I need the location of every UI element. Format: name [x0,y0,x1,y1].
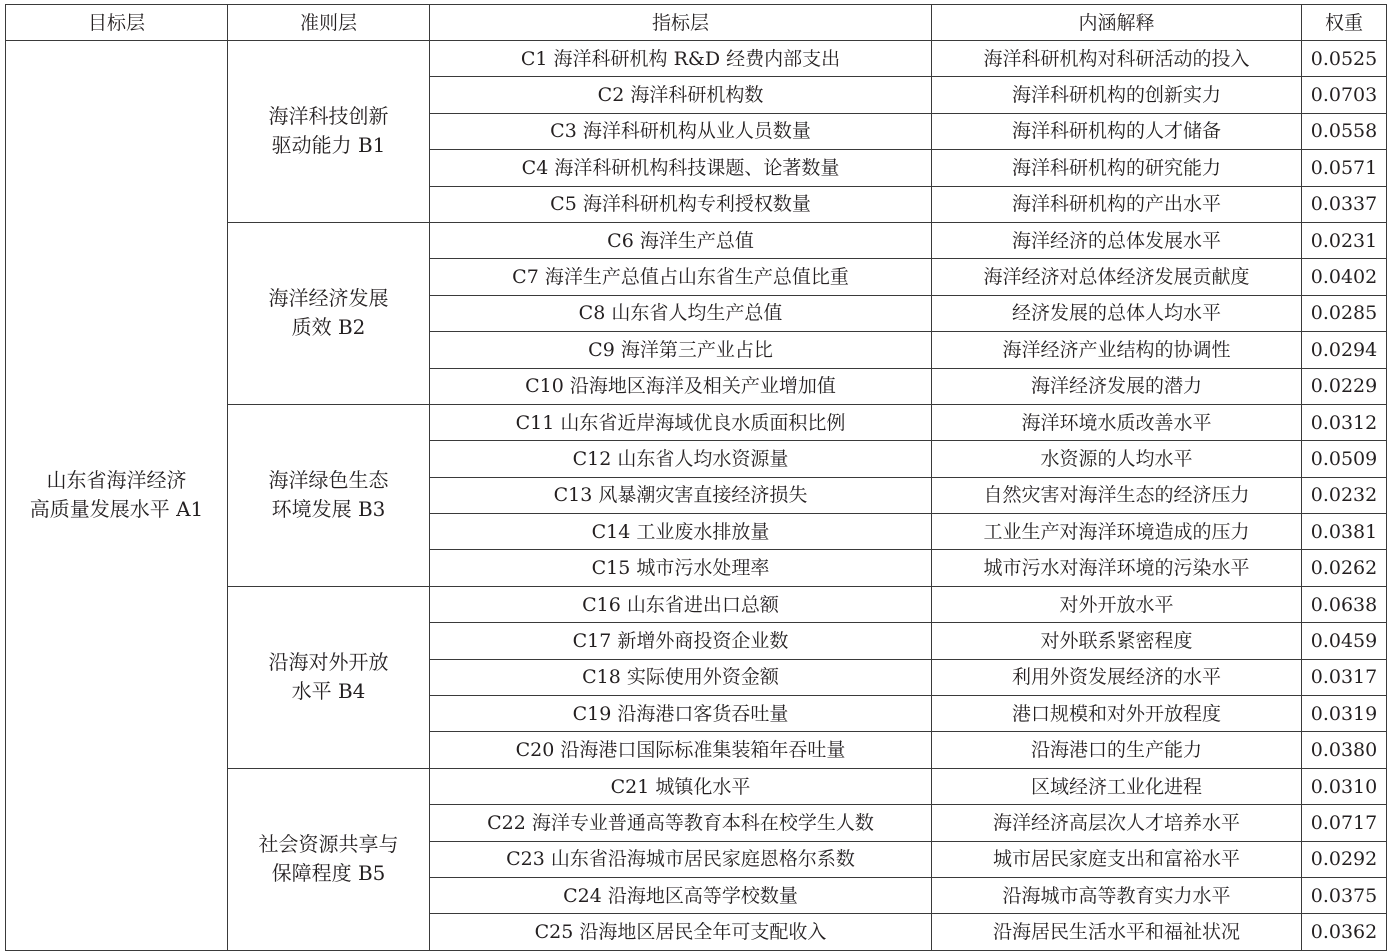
weight-cell: 0.0285 [1302,295,1387,331]
indicator-cell: C7 海洋生产总值占山东省生产总值比重 [430,259,932,295]
indicator-cell: C15 城市污水处理率 [430,550,932,586]
weight-cell: 0.0571 [1302,150,1387,186]
criterion-cell [228,586,430,768]
weight-cell: 0.0231 [1302,222,1387,258]
meaning-cell: 海洋科研机构对科研活动的投入 [932,41,1302,77]
weight-cell: 0.0312 [1302,404,1387,440]
meaning-cell: 海洋经济高层次人才培养水平 [932,805,1302,841]
indicator-cell: C2 海洋科研机构数 [430,77,932,113]
meaning-cell: 水资源的人均水平 [932,441,1302,477]
weight-cell: 0.0638 [1302,586,1387,622]
meaning-cell: 海洋科研机构的研究能力 [932,150,1302,186]
criterion-cell-line: 水平 B4 [291,679,366,704]
meaning-cell: 城市居民家庭支出和富裕水平 [932,841,1302,877]
weight-cell: 0.0703 [1302,77,1387,113]
goal-cell [6,41,228,951]
indicator-cell: C5 海洋科研机构专利授权数量 [430,186,932,222]
indicator-cell: C25 沿海地区居民全年可支配收入 [430,914,932,950]
weight-cell: 0.0509 [1302,441,1387,477]
header-goal-layer: 目标层 [6,5,228,41]
indicator-table [5,4,1387,951]
criterion-cell-line: 沿海对外开放 [268,650,389,675]
weight-cell: 0.0232 [1302,477,1387,513]
meaning-cell: 海洋经济产业结构的协调性 [932,332,1302,368]
weight-cell: 0.0319 [1302,696,1387,732]
indicator-cell: C24 沿海地区高等学校数量 [430,877,932,913]
criterion-cell-line: 海洋经济发展 [268,286,389,311]
indicator-cell: C13 风暴潮灾害直接经济损失 [430,477,932,513]
indicator-cell: C6 海洋生产总值 [430,222,932,258]
weight-cell: 0.0558 [1302,113,1387,149]
indicator-cell: C8 山东省人均生产总值 [430,295,932,331]
weight-cell: 0.0402 [1302,259,1387,295]
meaning-cell: 海洋科研机构的产出水平 [932,186,1302,222]
table-row [6,41,1387,77]
meaning-cell: 海洋环境水质改善水平 [932,404,1302,440]
meaning-cell: 城市污水对海洋环境的污染水平 [932,550,1302,586]
criterion-cell-line: 社会资源共享与 [258,832,399,857]
meaning-cell: 海洋经济对总体经济发展贡献度 [932,259,1302,295]
goal-cell-line: 山东省海洋经济 [46,468,187,493]
weight-cell: 0.0294 [1302,332,1387,368]
meaning-cell: 海洋经济发展的潜力 [932,368,1302,404]
criterion-cell-line: 驱动能力 B1 [271,133,386,158]
indicator-cell: C19 沿海港口客货吞吐量 [430,696,932,732]
indicator-cell: C3 海洋科研机构从业人员数量 [430,113,932,149]
criterion-cell-line: 海洋绿色生态 [268,468,389,493]
indicator-cell: C22 海洋专业普通高等教育本科在校学生人数 [430,805,932,841]
weight-cell: 0.0262 [1302,550,1387,586]
weight-cell: 0.0717 [1302,805,1387,841]
weight-cell: 0.0381 [1302,514,1387,550]
header-indicator-layer: 指标层 [430,5,932,41]
meaning-cell: 经济发展的总体人均水平 [932,295,1302,331]
table-header [6,5,1387,41]
criterion-cell [228,222,430,404]
meaning-cell: 利用外资发展经济的水平 [932,659,1302,695]
weight-cell: 0.0229 [1302,368,1387,404]
indicator-cell: C20 沿海港口国际标准集装箱年吞吐量 [430,732,932,768]
weight-cell: 0.0375 [1302,877,1387,913]
meaning-cell: 沿海居民生活水平和福祉状况 [932,914,1302,950]
criterion-cell [228,41,430,223]
criterion-cell [228,404,430,586]
weight-cell: 0.0292 [1302,841,1387,877]
indicator-cell: C21 城镇化水平 [430,768,932,804]
meaning-cell: 沿海港口的生产能力 [932,732,1302,768]
weight-cell: 0.0525 [1302,41,1387,77]
criterion-cell-line: 质效 B2 [291,315,366,340]
indicator-cell: C12 山东省人均水资源量 [430,441,932,477]
indicator-cell: C11 山东省近岸海域优良水质面积比例 [430,404,932,440]
weight-cell: 0.0362 [1302,914,1387,950]
indicator-cell: C18 实际使用外资金额 [430,659,932,695]
meaning-cell: 海洋科研机构的人才储备 [932,113,1302,149]
indicator-cell: C17 新增外商投资企业数 [430,623,932,659]
criterion-cell [228,768,430,950]
indicator-cell: C10 沿海地区海洋及相关产业增加值 [430,368,932,404]
weight-cell: 0.0310 [1302,768,1387,804]
header-row [6,5,1387,41]
weight-cell: 0.0380 [1302,732,1387,768]
indicator-cell: C1 海洋科研机构 R&D 经费内部支出 [430,41,932,77]
meaning-cell: 对外联系紧密程度 [932,623,1302,659]
header-criterion-layer: 准则层 [228,5,430,41]
indicator-cell: C4 海洋科研机构科技课题、论著数量 [430,150,932,186]
indicator-cell: C9 海洋第三产业占比 [430,332,932,368]
meaning-cell: 海洋经济的总体发展水平 [932,222,1302,258]
weight-cell: 0.0459 [1302,623,1387,659]
header-meaning: 内涵解释 [932,5,1302,41]
meaning-cell: 工业生产对海洋环境造成的压力 [932,514,1302,550]
header-weight: 权重 [1302,5,1387,41]
meaning-cell: 沿海城市高等教育实力水平 [932,877,1302,913]
meaning-cell: 对外开放水平 [932,586,1302,622]
indicator-cell: C16 山东省进出口总额 [430,586,932,622]
goal-cell-line: 高质量发展水平 A1 [29,497,204,522]
indicator-cell: C23 山东省沿海城市居民家庭恩格尔系数 [430,841,932,877]
indicator-cell: C14 工业废水排放量 [430,514,932,550]
weight-cell: 0.0317 [1302,659,1387,695]
table-body [6,41,1387,951]
criterion-cell-line: 环境发展 B3 [271,497,386,522]
meaning-cell: 港口规模和对外开放程度 [932,696,1302,732]
weight-cell: 0.0337 [1302,186,1387,222]
meaning-cell: 自然灾害对海洋生态的经济压力 [932,477,1302,513]
criterion-cell-line: 海洋科技创新 [268,104,389,129]
meaning-cell: 区域经济工业化进程 [932,768,1302,804]
meaning-cell: 海洋科研机构的创新实力 [932,77,1302,113]
criterion-cell-line: 保障程度 B5 [271,861,386,886]
